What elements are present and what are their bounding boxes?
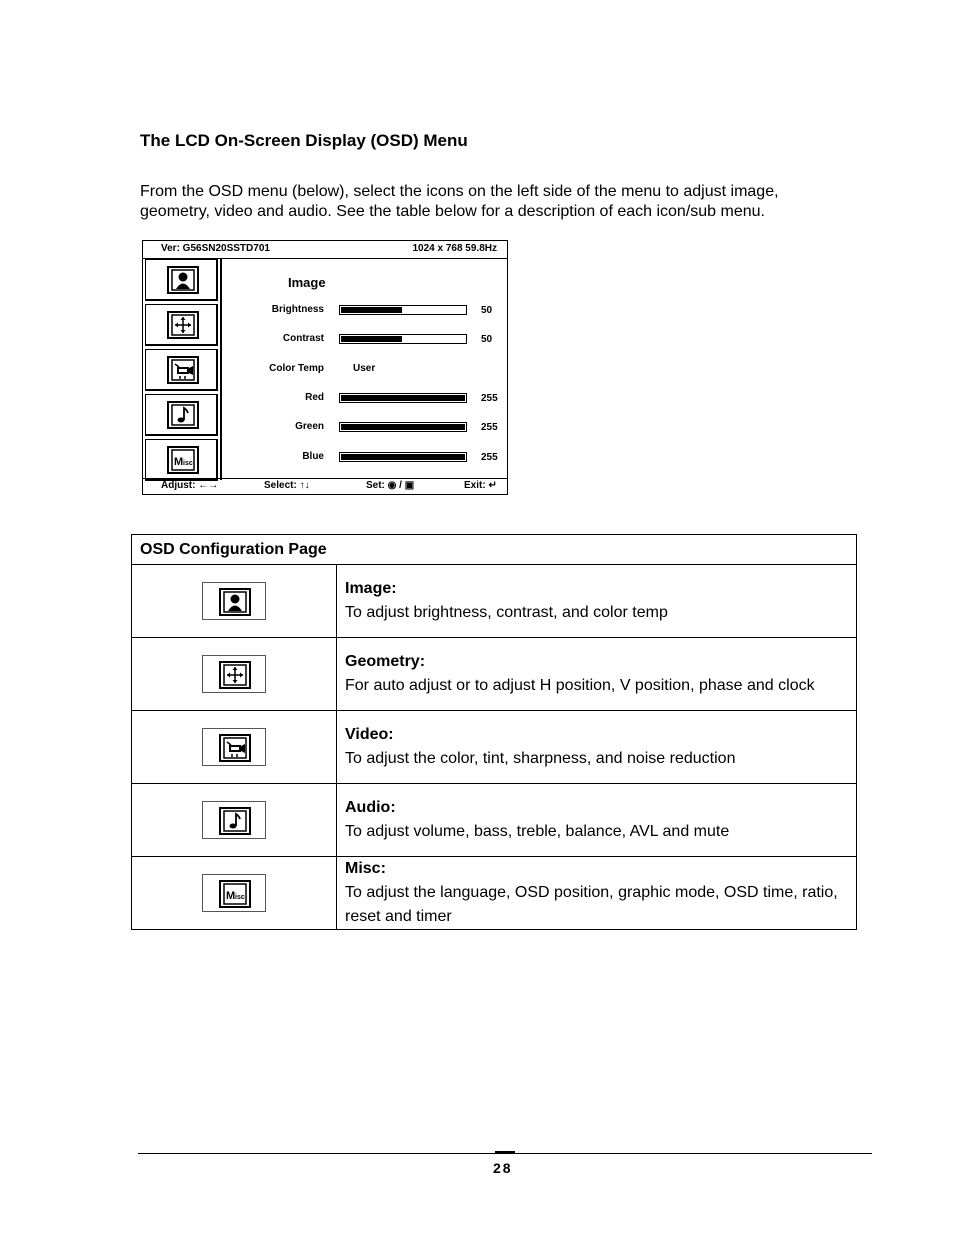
osd-config-table [131, 534, 857, 930]
misc-icon [202, 874, 266, 912]
osd-sidebar [143, 258, 222, 480]
green-slider[interactable] [339, 422, 467, 432]
table-row [132, 565, 857, 638]
osd-row-label: Contrast [282, 333, 324, 344]
row-description: To adjust the language, OSD position, graphic mode, OSD time, ratio, reset and timer [345, 884, 838, 925]
slider-fill [341, 395, 465, 401]
osd-row-text-value: User [353, 363, 376, 374]
row-description: To adjust volume, bass, treble, balance, AVL and mute [345, 823, 730, 840]
table-header-row [132, 535, 857, 565]
table-row [132, 638, 857, 711]
osd-tab-image[interactable] [145, 259, 218, 301]
audio-icon [202, 801, 266, 839]
section-heading: The LCD On-Screen Display (OSD) Menu [140, 131, 468, 150]
svg-text:M: M [226, 890, 236, 902]
osd-status-bar [143, 241, 507, 259]
slider-fill [341, 424, 465, 430]
row-description: To adjust the color, tint, sharpness, and noise reduction [345, 750, 736, 767]
icon-cell [132, 638, 337, 711]
osd-row-value: 255 [481, 452, 498, 463]
icon-cell [132, 711, 337, 784]
osd-row-red[interactable] [222, 392, 507, 406]
blue-slider[interactable] [339, 452, 467, 462]
slider-fill [341, 307, 402, 313]
osd-help-select: Select: ↑↓ [264, 480, 310, 491]
osd-row-contrast[interactable] [222, 333, 507, 347]
description-cell [337, 638, 857, 711]
osd-panel-title: Image [288, 275, 326, 290]
slider-fill [341, 454, 465, 460]
osd-content-panel [222, 259, 507, 479]
image-icon [202, 582, 266, 620]
image-icon [167, 266, 199, 294]
osd-help-adjust: Adjust: ←→ [161, 480, 219, 491]
description-cell [337, 711, 857, 784]
osd-row-label: Green [295, 421, 324, 432]
svg-text:M: M [174, 456, 184, 468]
video-icon [202, 728, 266, 766]
red-slider[interactable] [339, 393, 467, 403]
row-description: To adjust brightness, contrast, and color temp [345, 604, 668, 621]
intro-paragraph: From the OSD menu (below), select the icons on the left side of the menu to adjust image, geometry, video and audio. See the table below for a description of each icon/sub menu. [140, 183, 779, 220]
osd-tab-audio[interactable] [145, 394, 218, 436]
osd-row-brightness[interactable] [222, 304, 507, 318]
osd-row-label: Color Temp [269, 363, 324, 374]
contrast-slider[interactable] [339, 334, 467, 344]
osd-row-label: Brightness [271, 304, 324, 315]
icon-cell [132, 857, 337, 930]
row-title: Video: [345, 726, 394, 743]
osd-resolution: 1024 x 768 59.8Hz [412, 243, 497, 254]
video-icon [167, 356, 199, 384]
row-title: Geometry: [345, 653, 426, 670]
footer-rule-mark [495, 1151, 515, 1154]
description-cell [337, 784, 857, 857]
osd-tab-video[interactable] [145, 349, 218, 391]
description-cell [337, 857, 857, 930]
osd-row-label: Red [305, 392, 324, 403]
table-row [132, 711, 857, 784]
table-header: OSD Configuration Page [132, 535, 857, 565]
row-title: Misc: [345, 860, 386, 877]
osd-tab-misc[interactable] [145, 439, 218, 481]
osd-row-green[interactable] [222, 421, 507, 435]
row-description: For auto adjust or to adjust H position, V position, phase and clock [345, 677, 815, 694]
osd-row-value: 255 [481, 422, 498, 433]
osd-row-value: 255 [481, 393, 498, 404]
osd-row-value: 50 [481, 305, 493, 316]
row-title: Image: [345, 580, 397, 597]
geometry-icon [167, 311, 199, 339]
svg-text:isc: isc [235, 894, 245, 901]
osd-help-set: Set: ◉ / ▣ [366, 480, 415, 491]
row-title: Audio: [345, 799, 396, 816]
table-row [132, 784, 857, 857]
svg-text:isc: isc [183, 460, 193, 467]
osd-tab-geometry[interactable] [145, 304, 218, 346]
osd-row-value: 50 [481, 334, 493, 345]
osd-row-color-temp[interactable] [222, 363, 507, 377]
osd-version: Ver: G56SN20SSTD701 [161, 243, 270, 254]
icon-cell [132, 565, 337, 638]
brightness-slider[interactable] [339, 305, 467, 315]
audio-icon [167, 401, 199, 429]
table-row [132, 857, 857, 930]
page-number: 28 [493, 1160, 513, 1176]
geometry-icon [202, 655, 266, 693]
icon-cell [132, 784, 337, 857]
osd-help-exit: Exit: ↵ [464, 480, 497, 491]
osd-row-blue[interactable] [222, 451, 507, 465]
osd-row-label: Blue [302, 451, 324, 462]
osd-menu-figure [142, 240, 508, 495]
misc-icon [167, 446, 199, 474]
osd-help-bar [143, 478, 507, 494]
slider-fill [341, 336, 402, 342]
description-cell [337, 565, 857, 638]
